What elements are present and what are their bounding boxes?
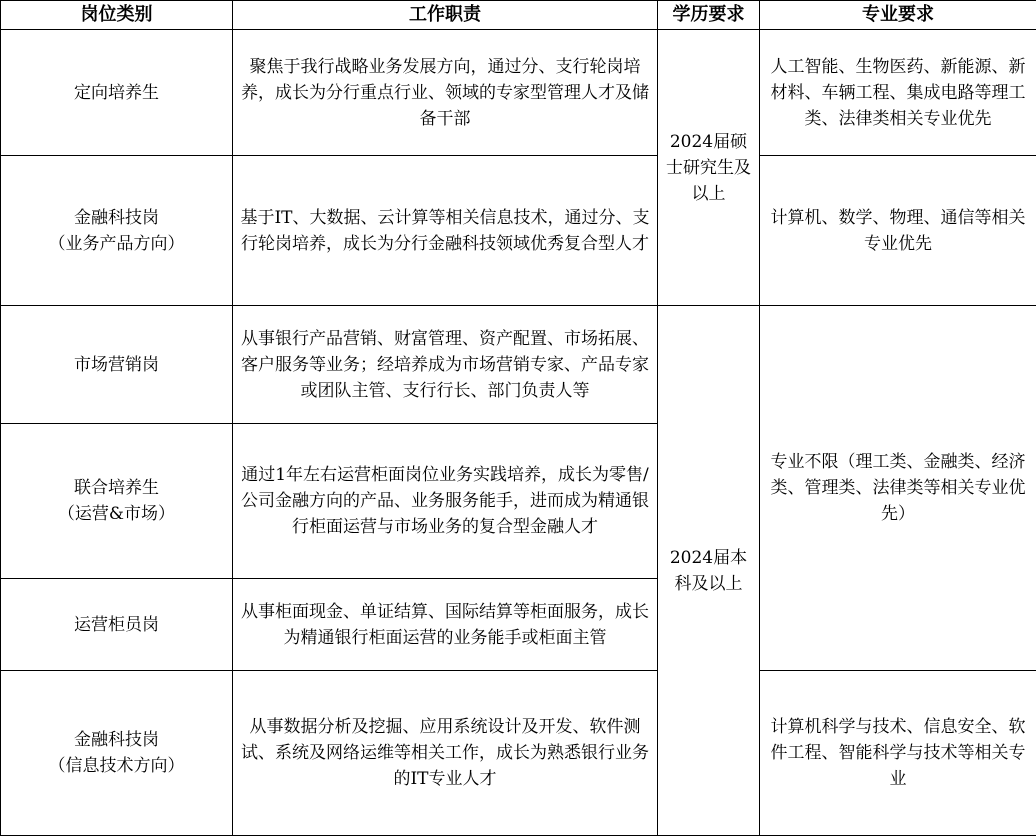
category-cell	[1, 424, 233, 579]
category-name: 联合培养生	[7, 475, 226, 501]
education-text: 2024届硕士研究生及以上	[662, 129, 755, 207]
category-subtitle: （信息技术方向）	[7, 753, 226, 779]
category-name: 定向培养生	[7, 80, 226, 106]
header-row	[1, 1, 1036, 30]
table-row	[1, 30, 1036, 156]
category-name: 金融科技岗	[7, 205, 226, 231]
category-name: 运营柜员岗	[7, 612, 226, 638]
education-cell	[658, 30, 760, 306]
duty-text: 从事数据分析及挖掘、应用系统设计及开发、软件测试、系统及网络运维等相关工作，成长为熟悉银行业务的IT专业人才	[239, 714, 651, 792]
category-cell	[1, 30, 233, 156]
category-cell	[1, 156, 233, 306]
duty-cell	[233, 156, 658, 306]
header-category: 岗位类别	[1, 1, 233, 30]
category-subtitle: （运营&市场）	[7, 501, 226, 527]
header-major: 专业要求	[760, 1, 1036, 30]
duty-cell	[233, 671, 658, 836]
duty-text: 从事柜面现金、单证结算、国际结算等柜面服务，成长为精通银行柜面运营的业务能手或柜面主管	[239, 599, 651, 651]
duty-cell	[233, 30, 658, 156]
major-text: 专业不限（理工类、金融类、经济类、管理类、法律类等相关专业优先）	[766, 449, 1030, 527]
major-text: 计算机、数学、物理、通信等相关专业优先	[766, 205, 1030, 257]
major-cell	[760, 671, 1036, 836]
duty-cell	[233, 579, 658, 671]
major-cell	[760, 306, 1036, 671]
major-text: 计算机科学与技术、信息安全、软件工程、智能科学与技术等相关专业	[766, 714, 1030, 792]
table-row	[1, 671, 1036, 836]
category-name: 市场营销岗	[7, 352, 226, 378]
table-row	[1, 156, 1036, 306]
category-cell	[1, 579, 233, 671]
header-duty: 工作职责	[233, 1, 658, 30]
education-text: 2024届本科及以上	[662, 545, 755, 597]
duty-text: 通过1年左右运营柜面岗位业务实践培养，成长为零售/公司金融方向的产品、业务服务能手，进而成为精通银行柜面运营与市场业务的复合型金融人才	[239, 462, 651, 540]
category-subtitle: （业务产品方向）	[7, 231, 226, 257]
duty-text: 基于IT、大数据、云计算等相关信息技术，通过分、支行轮岗培养，成长为分行金融科技领域优秀复合型人才	[239, 205, 651, 257]
category-cell	[1, 671, 233, 836]
duty-cell	[233, 424, 658, 579]
duty-text: 聚焦于我行战略业务发展方向，通过分、支行轮岗培养，成长为分行重点行业、领域的专家型管理人才及储备干部	[239, 54, 651, 132]
education-cell	[658, 306, 760, 836]
major-text: 人工智能、生物医药、新能源、新材料、车辆工程、集成电路等理工类、法律类相关专业优先	[766, 54, 1030, 132]
header-education: 学历要求	[658, 1, 760, 30]
category-cell	[1, 306, 233, 424]
major-cell	[760, 30, 1036, 156]
table-row	[1, 306, 1036, 424]
duty-text: 从事银行产品营销、财富管理、资产配置、市场拓展、客户服务等业务；经培养成为市场营销专家、产品专家或团队主管、支行行长、部门负责人等	[239, 326, 651, 404]
category-name: 金融科技岗	[7, 727, 226, 753]
major-cell	[760, 156, 1036, 306]
duty-cell	[233, 306, 658, 424]
